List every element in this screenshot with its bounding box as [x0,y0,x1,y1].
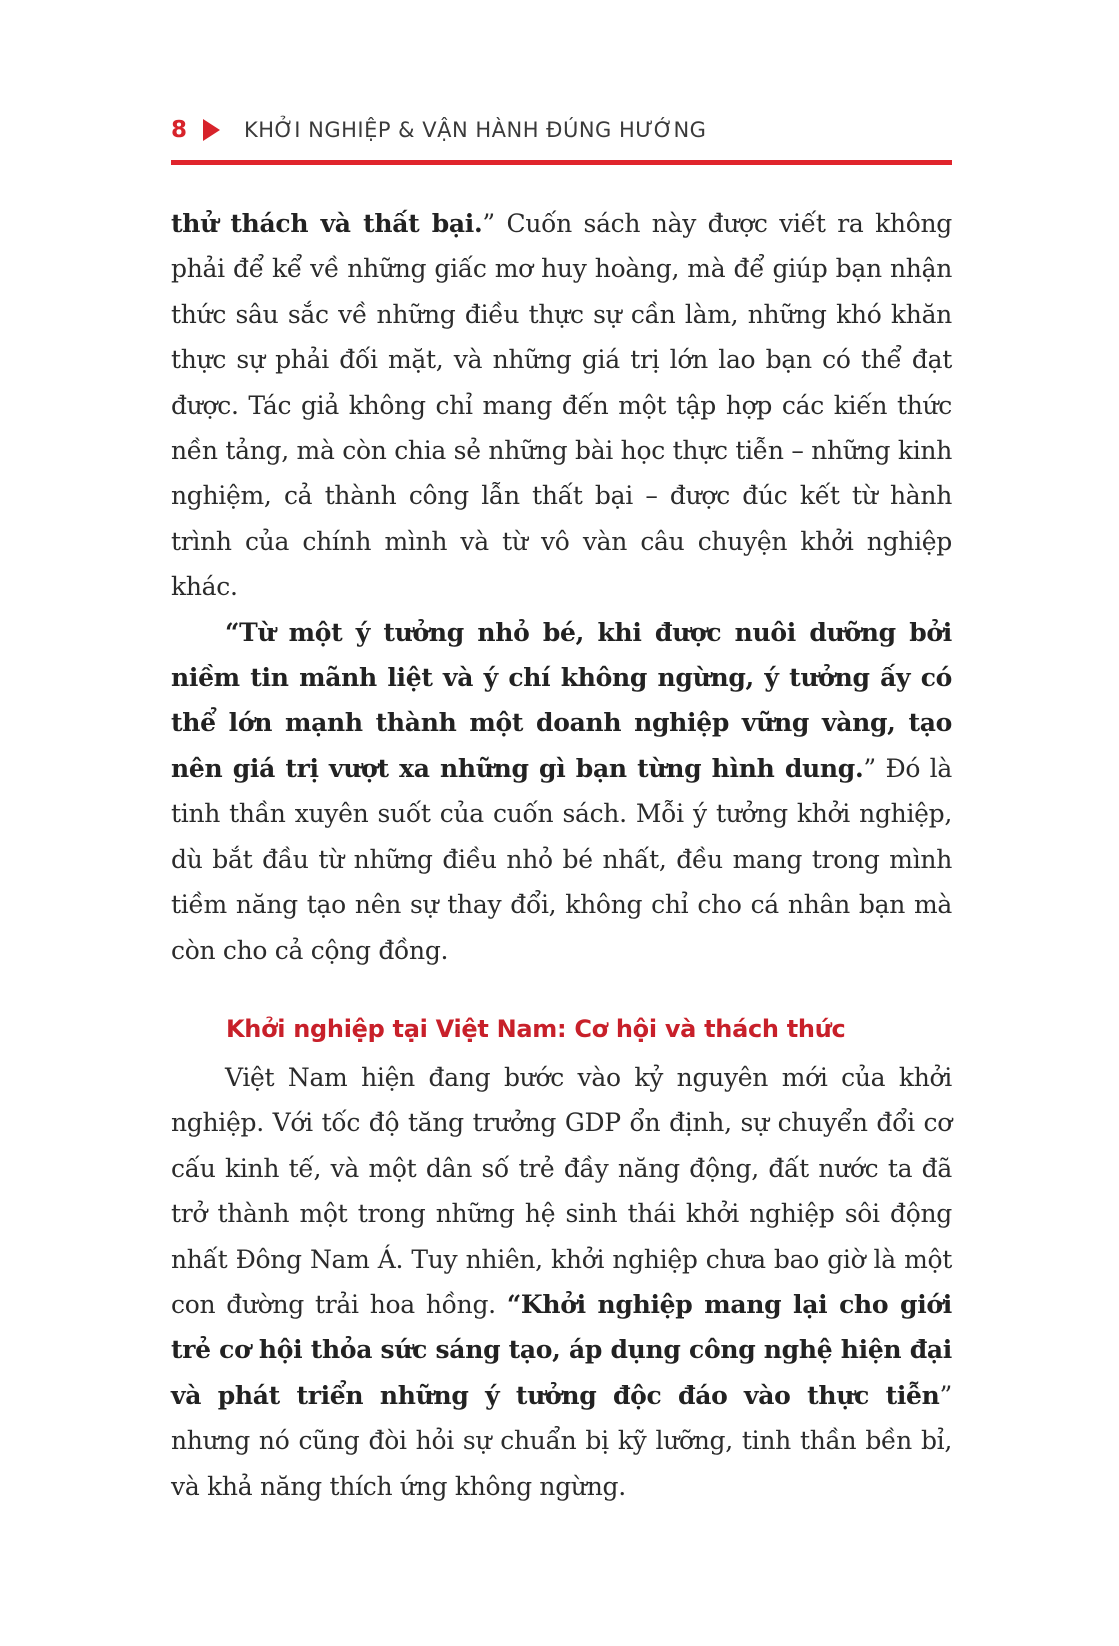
paragraph-3-text-before: Việt Nam hiện đang bước vào kỷ nguyên mới của khởi nghiệp. Với tốc độ tăng trưởng GDP ổn định, sự chuyển đổi cơ cấu kinh tế, và một dân số trẻ đầy năng động, đất nước ta đã trở thành một trong những hệ sinh thái khởi nghiệp sôi động nhất Đông Nam Á. Tuy nhiên, khởi nghiệp chưa bao giờ là một con đường trải hoa hồng. [171,1062,952,1319]
paragraph-3-text-after: ” nhưng nó cũng đòi hỏi sự chuẩn bị kỹ lưỡng, tinh thần bền bỉ, và khả năng thích ứng không ngừng. [171,1380,952,1501]
page-header [171,108,952,152]
body-text [171,201,952,1509]
book-page [171,108,952,1509]
paragraph-1-text: ” Cuốn sách này được viết ra không phải để kể về những giấc mơ huy hoàng, mà để giúp bạn nhận thức sâu sắc về những điều thực sự cần làm, những khó khăn thực sự phải đối mặt, và những giá trị lớn lao bạn có thể đạt được. Tác giả không chỉ mang đến một tập hợp các kiến thức nền tảng, mà còn chia sẻ những bài học thực tiễn – những kinh nghiệm, cả thành công lẫn thất bại – được đúc kết từ hành trình của chính mình và từ vô vàn câu chuyện khởi nghiệp khác. [171,209,952,602]
paragraph-2 [171,610,952,973]
header-rule [171,160,952,165]
paragraph-3 [171,1055,952,1509]
bold-quote-1: “Từ một ý tưởng nhỏ bé, khi được nuôi dưỡng bởi niềm tin mãnh liệt và ý chí không ngừng, ý tưởng ấy có thể lớn mạnh thành một doanh nghiệp vững vàng, tạo nên giá trị vượt xa những gì bạn từng hình dung. [171,617,952,783]
section-heading: Khởi nghiệp tại Việt Nam: Cơ hội và thách thức [226,1014,846,1043]
bold-lead: thử thách và thất bại. [171,209,483,238]
paragraph-1 [171,201,952,610]
bold-quote-2: “Khởi nghiệp mang lại cho giới trẻ cơ hội thỏa sức sáng tạo, áp dụng công nghệ hiện đại và phát triển những ý tưởng độc đáo vào thực tiễn [171,1289,952,1410]
paragraph-2-text: ” Đó là tinh thần xuyên suốt của cuốn sách. Mỗi ý tưởng khởi nghiệp, dù bắt đầu từ những điều nhỏ bé nhất, đều mang trong mình tiềm năng tạo nên sự thay đổi, không chỉ cho cá nhân bạn mà còn cho cả cộng đồng. [171,753,952,965]
page-number: 8 [171,117,188,143]
running-title: KHỞI NGHIỆP & VẬN HÀNH ĐÚNG HƯỚNG [244,118,707,142]
triangle-arrow-icon [203,119,220,141]
